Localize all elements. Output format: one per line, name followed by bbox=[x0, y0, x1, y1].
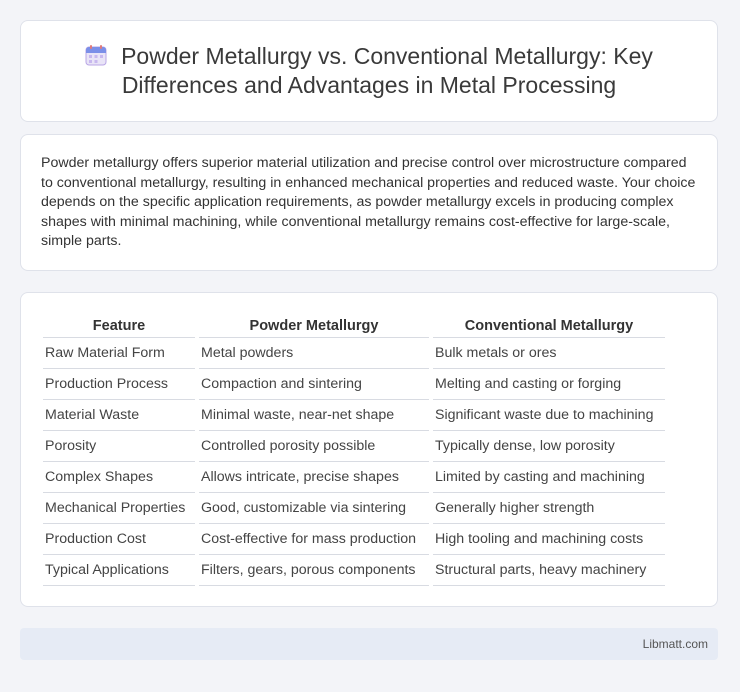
feature-cell: Production Process bbox=[43, 369, 195, 400]
powder-cell: Metal powders bbox=[199, 338, 429, 369]
conventional-cell: High tooling and machining costs bbox=[433, 524, 665, 555]
table-row bbox=[43, 400, 665, 431]
feature-cell: Production Cost bbox=[43, 524, 195, 555]
calendar-icon bbox=[85, 44, 107, 66]
powder-cell: Minimal waste, near-net shape bbox=[199, 400, 429, 431]
powder-cell: Allows intricate, precise shapes bbox=[199, 462, 429, 493]
table-row bbox=[43, 338, 665, 369]
feature-cell: Raw Material Form bbox=[43, 338, 195, 369]
intro-paragraph: Powder metallurgy offers superior material utilization and precise control over microstructure compared to conventional metallurgy, resulting in enhanced mechanical properties and reduced waste. Your choice depends on the specific application requirements, as powder metallurgy excels in producing complex shapes with minimal machining, while conventional metallurgy remains cost-effective for large-scale, simple parts. bbox=[41, 155, 696, 249]
feature-cell: Material Waste bbox=[43, 400, 195, 431]
conventional-cell: Generally higher strength bbox=[433, 493, 665, 524]
powder-cell: Controlled porosity possible bbox=[199, 431, 429, 462]
title-card bbox=[20, 20, 718, 122]
comparison-card bbox=[20, 292, 718, 607]
page-title bbox=[49, 42, 689, 100]
table-row bbox=[43, 493, 665, 524]
conventional-cell: Limited by casting and machining bbox=[433, 462, 665, 493]
table-row bbox=[43, 555, 665, 586]
footer-bar bbox=[20, 628, 718, 660]
table-row bbox=[43, 462, 665, 493]
conventional-cell: Significant waste due to machining bbox=[433, 400, 665, 431]
conventional-cell: Typically dense, low porosity bbox=[433, 431, 665, 462]
conventional-cell: Melting and casting or forging bbox=[433, 369, 665, 400]
page-title-text: Powder Metallurgy vs. Conventional Metallurgy: Key Differences and Advantages in Metal Processing bbox=[121, 43, 653, 98]
feature-cell: Mechanical Properties bbox=[43, 493, 195, 524]
conventional-cell: Bulk metals or ores bbox=[433, 338, 665, 369]
header-powder-metallurgy: Powder Metallurgy bbox=[199, 315, 429, 338]
feature-cell: Typical Applications bbox=[43, 555, 195, 586]
table-row bbox=[43, 369, 665, 400]
conventional-cell: Structural parts, heavy machinery bbox=[433, 555, 665, 586]
table-row bbox=[43, 431, 665, 462]
header-feature: Feature bbox=[43, 315, 195, 338]
comparison-table bbox=[39, 315, 669, 586]
powder-cell: Cost-effective for mass production bbox=[199, 524, 429, 555]
feature-cell: Porosity bbox=[43, 431, 195, 462]
feature-cell: Complex Shapes bbox=[43, 462, 195, 493]
powder-cell: Good, customizable via sintering bbox=[199, 493, 429, 524]
powder-cell: Compaction and sintering bbox=[199, 369, 429, 400]
footer-brand[interactable]: Libmatt.com bbox=[642, 637, 708, 651]
table-row bbox=[43, 524, 665, 555]
intro-card bbox=[20, 134, 718, 271]
powder-cell: Filters, gears, porous components bbox=[199, 555, 429, 586]
header-conventional-metallurgy: Conventional Metallurgy bbox=[433, 315, 665, 338]
table-header-row bbox=[43, 315, 665, 338]
